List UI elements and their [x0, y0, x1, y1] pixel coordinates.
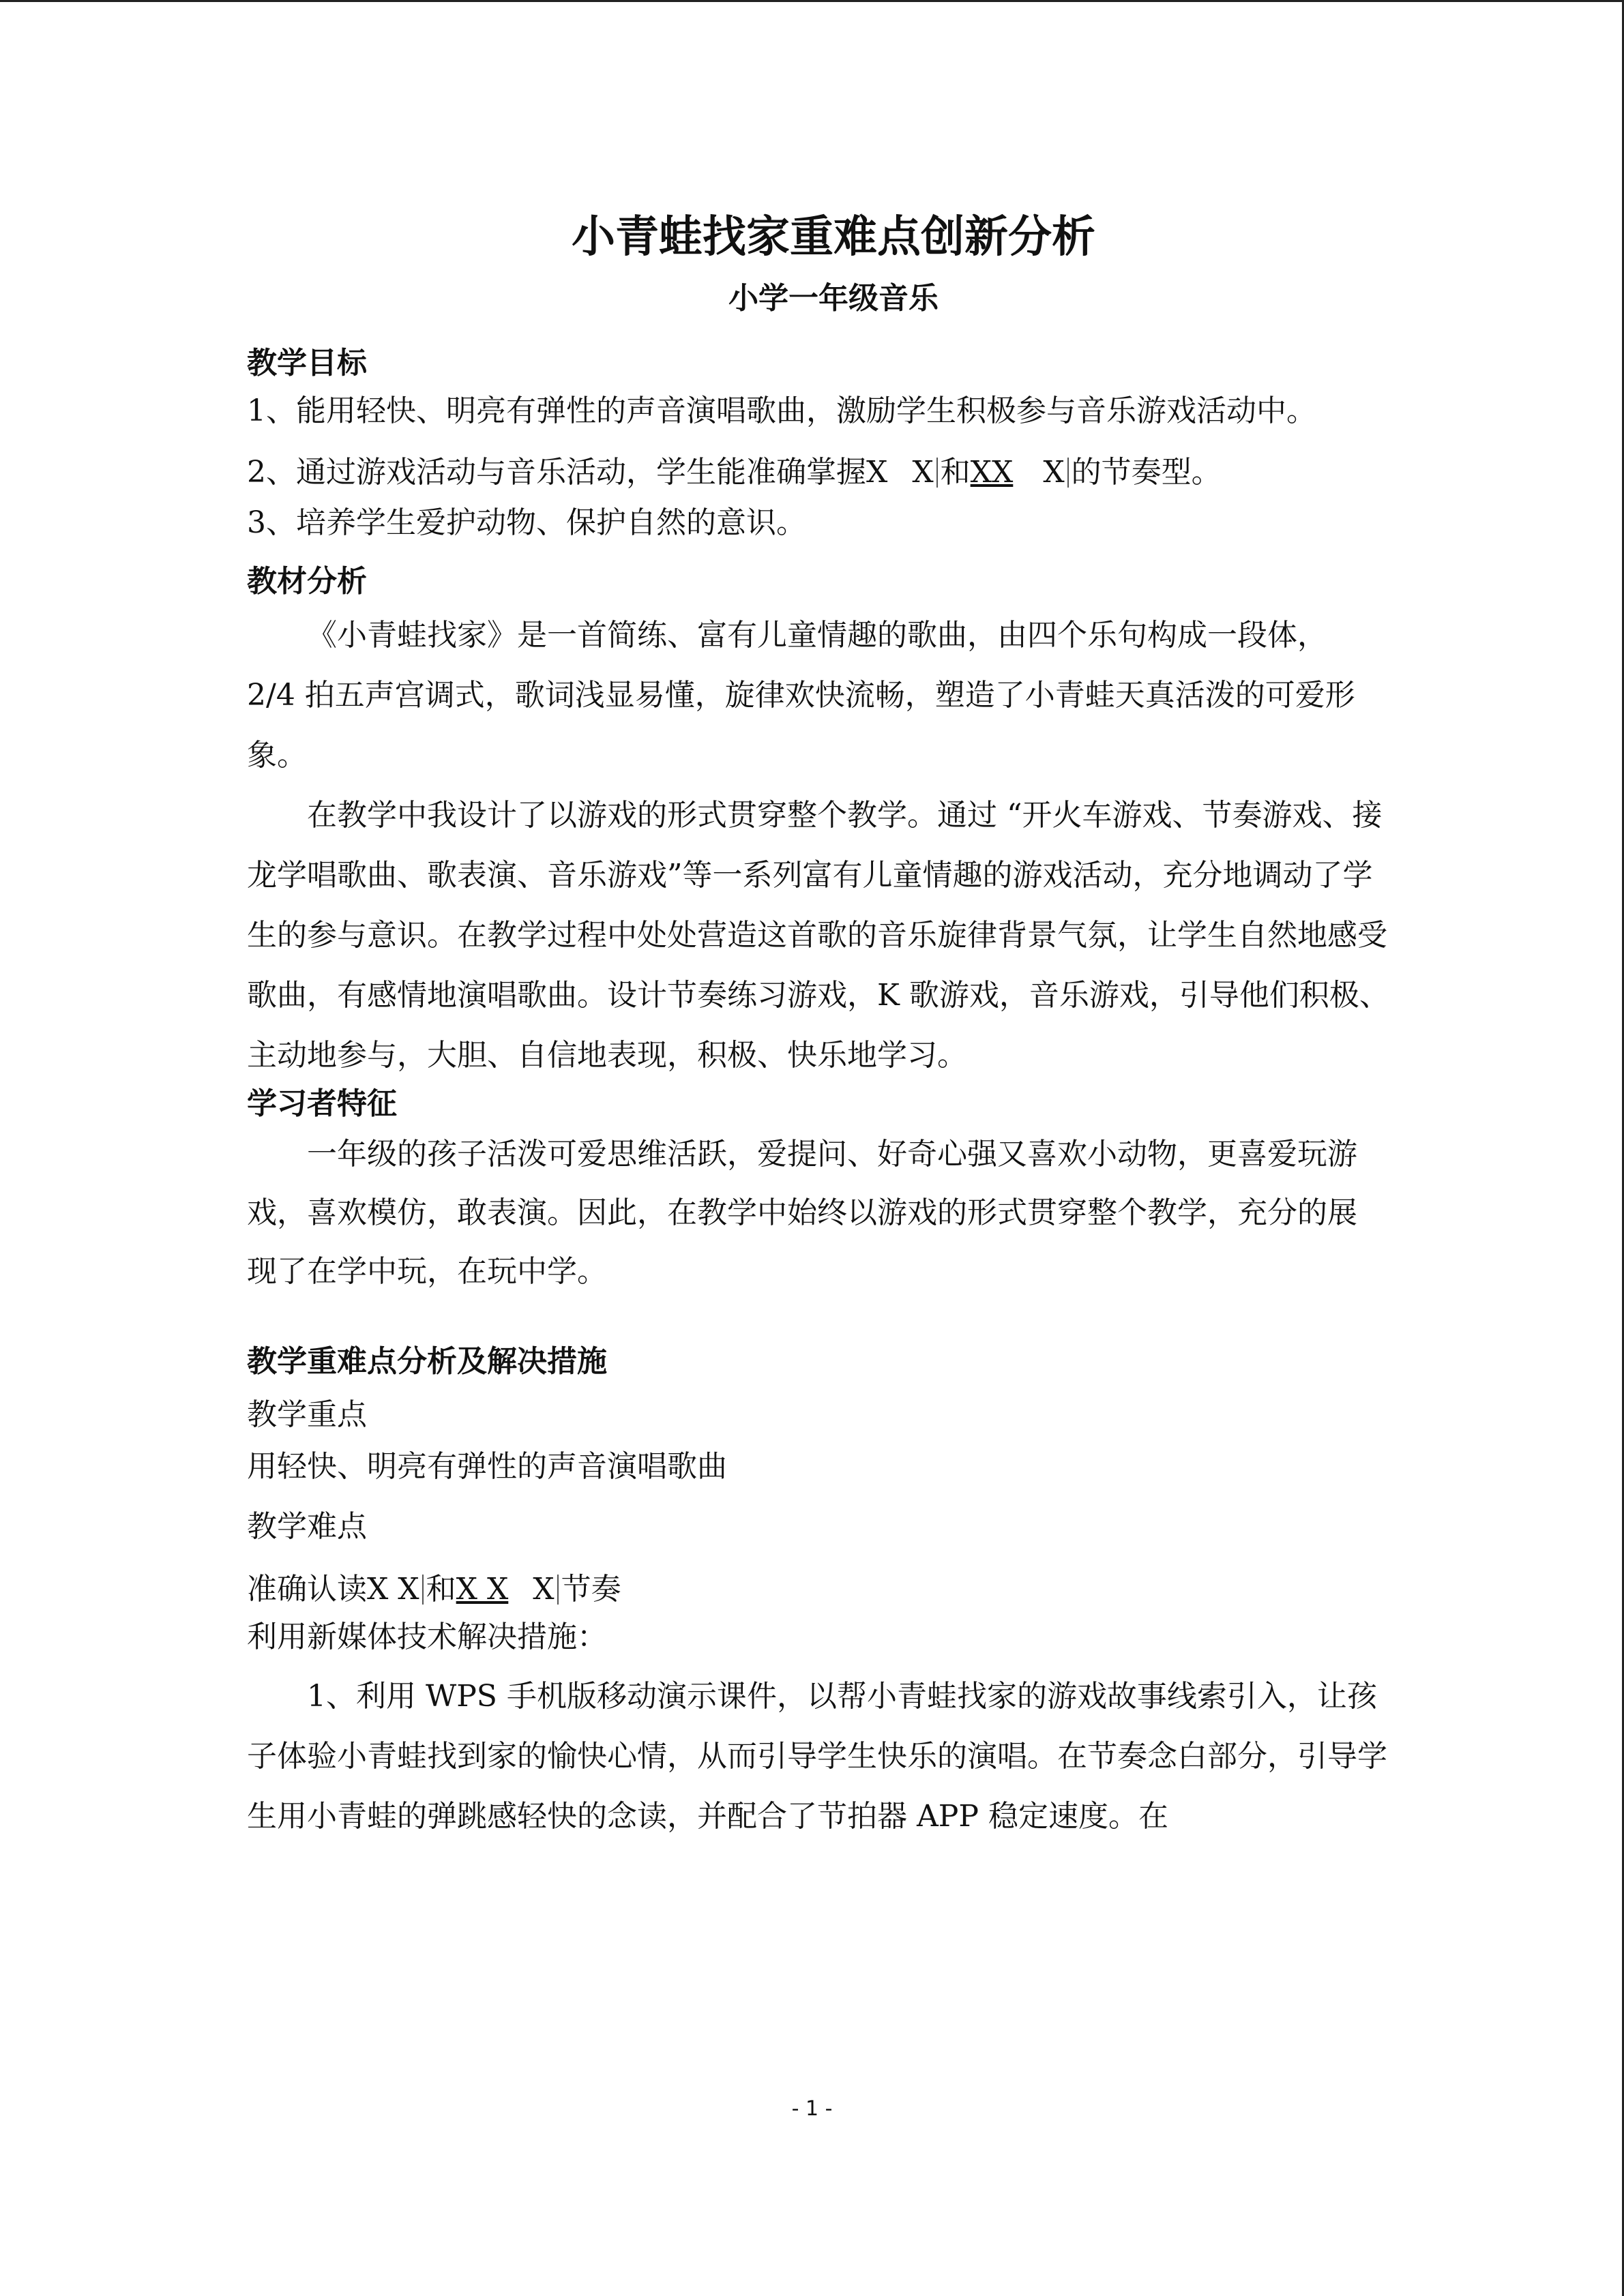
goal-item-2-suffix: 的节奏型。: [1071, 455, 1222, 490]
document-body: [247, 205, 1420, 1847]
material-paragraph-2: 在教学中我设计了以游戏的形式贯穿整个教学。通过 “开火车游戏、节奏游戏、接龙学唱歌曲、歌表演、音乐游戏”等一系列富有儿童情趣的游戏活动，充分地调动了学生的参与意识。在教学过程中处处营造这首歌的音乐旋律背景气氛，让学生自然地感受歌曲，有感情地演唱歌曲。设计节奏练习游戏，K 歌游戏，音乐游戏，引导他们积极、主动地参与，大胆、自信地表现，积极、快乐地学习。: [247, 798, 1389, 1073]
heading-teaching-goals: 教学目标: [247, 346, 367, 381]
difficulty-rhythm-2-b: X: [533, 1572, 555, 1607]
difficulty-and: 和: [426, 1572, 456, 1607]
rhythm-1-note-a: X: [866, 455, 888, 490]
goal-item-2-prefix: 2、通过游戏活动与音乐活动，学生能准确掌握: [247, 455, 866, 490]
teaching-focus-text: 用轻快、明亮有弹性的声音演唱歌曲: [247, 1449, 727, 1484]
heading-key-points: 教学重难点分析及解决措施: [247, 1344, 607, 1379]
difficulty-rhythm-1: X X: [367, 1572, 419, 1607]
heading-material-analysis: 教材分析: [247, 564, 367, 599]
barline-3: [422, 1575, 424, 1605]
goal-item-2: [247, 451, 1420, 494]
measure-paragraph-1: 1、利用 WPS 手机版移动演示课件，以帮小青蛙找家的游戏故事线索引入，让孩子体验小青蛙找到家的愉快心情，从而引导学生快乐的演唱。在节奏念白部分，引导学生用小青蛙的弹跳感轻快的念读，并配合了节拍器 APP 稳定速度。在: [247, 1679, 1387, 1834]
goal-item-3: 3、培养学生爱护动物、保护自然的意识。: [247, 505, 806, 540]
difficulty-rhythm-2: X X: [456, 1572, 509, 1607]
difficulty-suffix: 节奏: [561, 1572, 621, 1607]
rhythm-2-note-a: XX: [970, 455, 1014, 490]
barline-2: [1067, 458, 1069, 488]
goal-item-1: 1、能用轻快、明亮有弹性的声音演唱歌曲，激励学生积极参与音乐游戏活动中。: [247, 393, 1316, 428]
document-subtitle: 小学一年级音乐: [728, 281, 939, 316]
rhythm-2-note-b: X: [1043, 455, 1065, 490]
rhythm-1-note-b: X: [912, 455, 934, 490]
document-title: 小青蛙找家重难点创新分析: [572, 212, 1095, 263]
page-border-top: [0, 0, 1624, 2]
goal-item-2-and: 和: [940, 455, 971, 490]
difficulty-prefix: 准确认读: [247, 1572, 367, 1607]
barline-4: [557, 1575, 559, 1605]
heading-learner-traits: 学习者特征: [247, 1086, 397, 1121]
learner-paragraph: 一年级的孩子活泼可爱思维活跃，爱提问、好奇心强又喜欢小动物，更喜爱玩游戏，喜欢模仿，敢表演。因此，在教学中始终以游戏的形式贯穿整个教学，充分的展现了在学中玩，在玩中学。: [247, 1137, 1357, 1289]
label-teaching-focus: 教学重点: [247, 1397, 367, 1432]
material-paragraph-1: 《小青蛙找家》是一首简练、富有儿童情趣的歌曲，由四个乐句构成一段体，2/4 拍五声宫调式，歌词浅显易懂，旋律欢快流畅，塑造了小青蛙天真活泼的可爱形象。: [247, 618, 1355, 773]
label-media-measures: 利用新媒体技术解决措施：: [247, 1620, 607, 1654]
teaching-difficulty-text: [247, 1568, 1420, 1611]
label-teaching-difficulty: 教学难点: [247, 1509, 367, 1544]
page-number: - 1 -: [791, 2097, 833, 2121]
barline-1: [936, 458, 938, 488]
